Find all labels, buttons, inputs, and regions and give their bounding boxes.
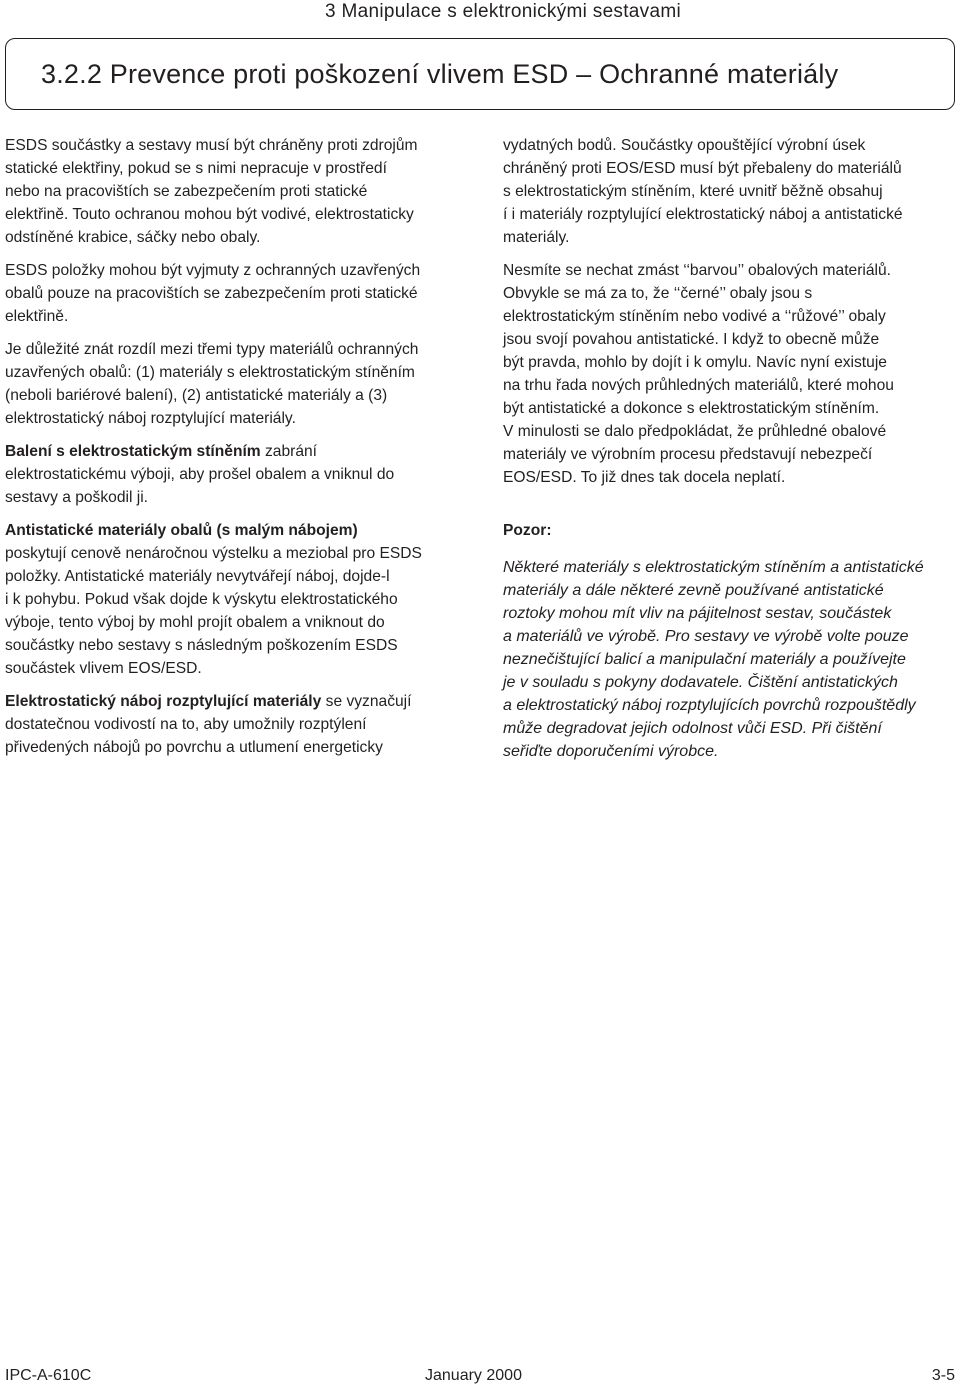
text-line: elektrostatickým stíněním nebo vodivé a ‘‘růžové’’ obaly xyxy=(503,308,886,325)
text-line: součástky nebo sestavy s následným poškozením ESDS xyxy=(5,637,398,654)
text-line xyxy=(5,440,455,463)
text-line: (neboli bariérové balení), (2) antistatické materiály a (3) xyxy=(5,387,388,404)
text-line: Některé materiály s elektrostatickým stíněním a antistatické xyxy=(503,559,924,576)
paragraph-material-types xyxy=(5,338,455,430)
text-line: materiály. xyxy=(503,229,570,246)
text-line: Obvykle se má za to, že ‘‘černé’’ obaly jsou s xyxy=(503,285,813,302)
text-line: seřiďte doporučeními výrobce. xyxy=(503,743,719,760)
paragraph-antistatic xyxy=(5,519,455,680)
section-title: 3.2.2 Prevence proti poškození vlivem ESD – Ochranné materiály xyxy=(41,59,839,89)
text-line: ESDS součástky a sestavy musí být chráněny proti zdrojům xyxy=(5,137,418,154)
term-shielding: Balení s elektrostatickým stíněním xyxy=(5,443,261,460)
paragraph-color-warning xyxy=(503,259,958,489)
caution-text xyxy=(503,556,958,763)
text-fragment: zabrání xyxy=(260,443,318,460)
text-line: ESDS položky mohou být vyjmuty z ochranných uzavřených xyxy=(5,262,421,279)
text-line: EOS/ESD. To již dnes tak docela neplatí. xyxy=(503,469,786,486)
term-dissipative: Elektrostatický náboj rozptylující materiály xyxy=(5,693,322,710)
paragraph-repacking xyxy=(503,134,958,249)
text-line: uzavřených obalů: (1) materiály s elektrostatickým stíněním xyxy=(5,364,415,381)
left-column xyxy=(5,134,455,769)
footer-page-number: 3-5 xyxy=(931,1367,955,1384)
text-line: materiály a dále některé zevně používané antistatické xyxy=(503,582,884,599)
text-fragment: se vyznačují xyxy=(321,693,412,710)
term-antistatic: Antistatické materiály obalů (s malým nábojem) xyxy=(5,522,358,539)
text-line: Je důležité znát rozdíl mezi třemi typy materiálů ochranných xyxy=(5,341,419,358)
section-title-box xyxy=(5,38,955,110)
text-line: V minulosti se dalo předpokládat, že průhledné obalové xyxy=(503,423,887,440)
text-line: í i materiály rozptylující elektrostatický náboj a antistatické xyxy=(503,206,903,223)
paragraph-dissipative xyxy=(5,690,455,759)
text-line: obalů pouze na pracovištích se zabezpečením proti statické xyxy=(5,285,418,302)
text-line: a materiálů ve výrobě. Pro sestavy ve výrobě volte pouze xyxy=(503,628,909,645)
text-line: elektřině. xyxy=(5,308,69,325)
text-line: s elektrostatickým stíněním, které uvnitř běžně obsahuj xyxy=(503,183,883,200)
text-line: být antistatické a dokonce s elektrostatickým stíněním. xyxy=(503,400,880,417)
text-line: a elektrostatický náboj rozptylujících povrchů rozpouštědly xyxy=(503,697,916,714)
text-line: součástek vlivem EOS/ESD. xyxy=(5,660,202,677)
text-line: materiály ve výrobním procesu představují nebezpečí xyxy=(503,446,873,463)
text-line xyxy=(5,519,455,542)
paragraph-esds-removal xyxy=(5,259,455,328)
paragraph-esds-protection xyxy=(5,134,455,249)
footer-date: January 2000 xyxy=(425,1367,522,1384)
paragraph-shielding xyxy=(5,440,455,509)
chapter-header: 3 Manipulace s elektronickými sestavami xyxy=(325,1,681,22)
text-line: chráněný proti EOS/ESD musí být přebaleny do materiálů xyxy=(503,160,902,177)
text-line: elektrostatický náboj rozptylující materiály. xyxy=(5,410,296,427)
footer-document-id: IPC-A-610C xyxy=(5,1367,92,1384)
text-line: položky. Antistatické materiály nevytvářejí náboj, dojde-l xyxy=(5,568,390,585)
text-line: Nesmíte se nechat zmást ‘‘barvou’’ obalových materiálů. xyxy=(503,262,892,279)
text-line: být pravda, mohlo by dojít i k omylu. Navíc nyní existuje xyxy=(503,354,887,371)
text-line: odstíněné krabice, sáčky nebo obaly. xyxy=(5,229,261,246)
text-line: poskytují cenově nenáročnou výstelku a meziobal pro ESDS xyxy=(5,545,422,562)
text-line: i k pohybu. Pokud však dojde k výskytu elektrostatického xyxy=(5,591,398,608)
text-line: neznečištující balicí a manipulační materiály a používejte xyxy=(503,651,906,668)
caution-label: Pozor: xyxy=(503,522,552,539)
text-line: sestavy a poškodil ji. xyxy=(5,489,149,506)
text-line: statické elektřiny, pokud se s nimi nepracuje v prostředí xyxy=(5,160,387,177)
text-line xyxy=(5,690,455,713)
text-line: jsou svojí povahou antistatické. I když to obecně může xyxy=(503,331,880,348)
text-line: přivedených nábojů po povrchu a utlumení energeticky xyxy=(5,739,383,756)
text-line: roztoky mohou mít vliv na pájitelnost sestav, součástek xyxy=(503,605,892,622)
text-line: na trhu řada nových průhledných materiálů, které mohou xyxy=(503,377,894,394)
right-column xyxy=(503,134,958,773)
text-line: výboje, tento výboj by mohl projít obalem a vniknout do xyxy=(5,614,385,631)
text-line: dostatečnou vodivostí na to, aby umožnily rozptýlení xyxy=(5,716,367,733)
text-line: může degradovat jejich odolnost vůči ESD. Při čištění xyxy=(503,720,882,737)
text-line: elektřině. Touto ochranou mohou být vodivé, elektrostaticky xyxy=(5,206,414,223)
text-line: elektrostatickému výboji, aby prošel obalem a vniknul do xyxy=(5,466,395,483)
text-line: vydatných bodů. Součástky opouštějící výrobní úsek xyxy=(503,137,866,154)
text-line: nebo na pracovištích se zabezpečením proti statické xyxy=(5,183,368,200)
text-line: je v souladu s pokyny dodavatele. Čištění antistatických xyxy=(503,674,898,691)
